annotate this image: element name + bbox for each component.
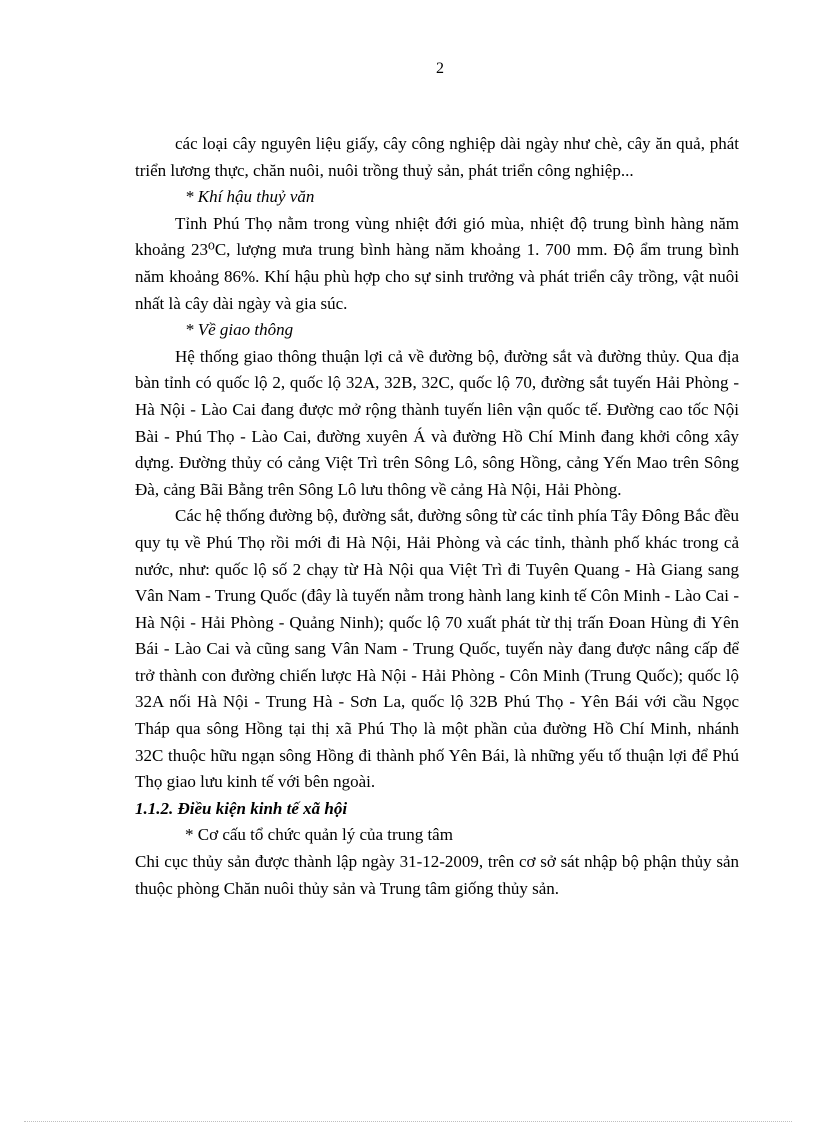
page-number: 2 [436,60,444,77]
paragraph-climate: Tỉnh Phú Thọ nằm trong vùng nhiệt đới gió mùa, nhiệt độ trung bình hàng năm khoảng 23⁰C, lượng mưa trung bình hàng năm khoảng 1. 700 mm. Độ ẩm trung bình năm khoảng 86%. Khí hậu phù hợp cho sự sinh trưởng và phát triển cây trồng, vật nuôi nhất là cây dài ngày và gia súc. [135,213,739,313]
paragraph-org-structure: Chi cục thủy sản được thành lập ngày 31-12-2009, trên cơ sở sát nhập bộ phận thủy sản thuộc phòng Chăn nuôi thủy sản và Trung tâm giống thủy sản. [135,852,739,898]
heading-transport: * Về giao thông [185,320,294,340]
paragraph-transport-system: Hệ thống giao thông thuận lợi cả về đường bộ, đường sắt và đường thủy. Qua địa bàn tỉnh có quốc lộ 2, quốc lộ 32A, 32B, 32C, quốc lộ 70, đường sắt tuyến Hải Phòng - Hà Nội - Lào Cai đang được mở rộng thành tuyến liên vận quốc tế. Đường cao tốc Nội Bài - Phú Thọ - Lào Cai, đường xuyên Á và đường Hồ Chí Minh đang khởi công xây dựng. Đường thủy có cảng Việt Trì trên Sông Lô, sông Hồng, cảng Yến Mao trên Sông Đà, cảng Bãi Bằng trên Sông Lô lưu thông về cảng Hà Nội, Hải Phòng. [135,346,739,499]
paragraph-crops: các loại cây nguyên liệu giấy, cây công nghiệp dài ngày như chè, cây ăn quả, phát triển lương thực, chăn nuôi, nuôi trồng thuỷ sản, phát triển công nghiệp... [135,134,739,180]
paragraph-transport-routes: Các hệ thống đường bộ, đường sắt, đường sông từ các tỉnh phía Tây Đông Bắc đều quy tụ về Phú Thọ rồi mới đi Hà Nội, Hải Phòng và các tỉnh, thành phố khác trong cả nước, như: quốc lộ số 2 chạy từ Hà Nội qua Việt Trì đi Tuyên Quang - Hà Giang sang Vân Nam - Trung Quốc (đây là tuyến nằm trong hành lang kinh tế Côn Minh - Lào Cai - Hà Nội - Hải Phòng - Quảng Ninh); quốc lộ 70 xuất phát từ thị trấn Đoan Hùng đi Yên Bái - Lào Cai và cũng sang Vân Nam - Trung Quốc, tuyến này đang được nâng cấp để trở thành con đường chiến lược Hà Nội - Hải Phòng - Côn Minh (Trung Quốc); quốc lộ 32A nối Hà Nội - Trung Hà - Sơn La, quốc lộ 32B Phú Thọ - Yên Bái với cầu Ngọc Tháp qua sông Hồng tại thị xã Phú Thọ là một phần của đường Hồ Chí Minh, nhánh 32C thuộc hữu ngạn sông Hồng đi thành phố Yên Bái, là những yếu tố thuận lợi để Phú Thọ giao lưu kinh tế với bên ngoài. [135,506,739,792]
page-bottom-border [24,1121,792,1122]
heading-org-structure: * Cơ cấu tổ chức quản lý của trung tâm [185,825,453,845]
heading-climate: * Khí hậu thuỷ văn [185,187,315,207]
section-heading-socioeconomic: 1.1.2. Điều kiện kinh tế xã hội [135,798,348,818]
document-body [135,131,739,902]
